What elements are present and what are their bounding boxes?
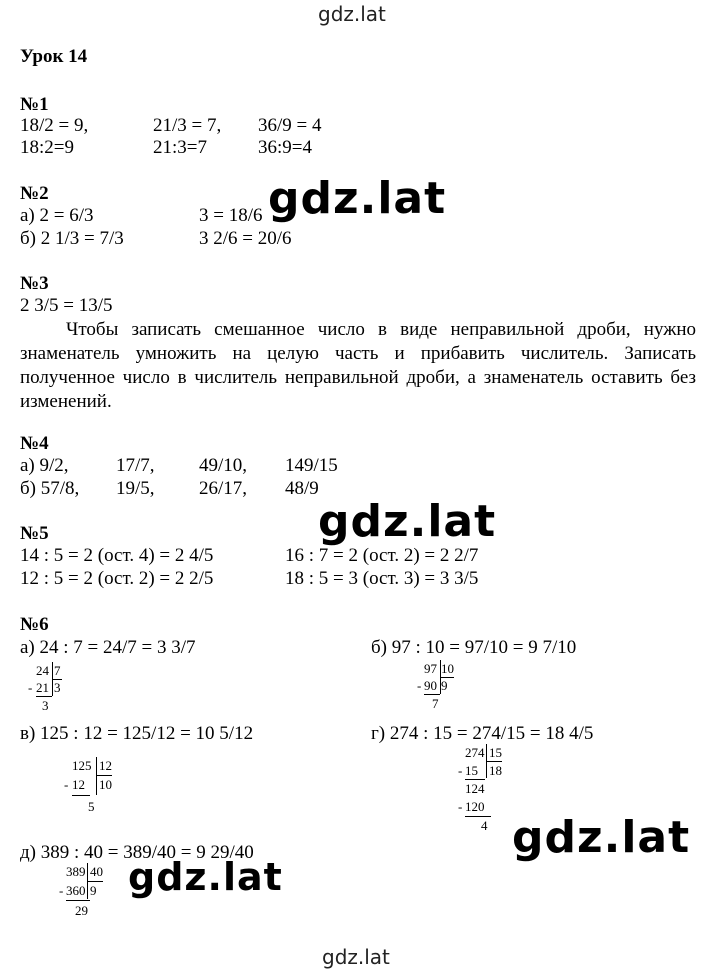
ex2-a-left: а) 2 = 6/3: [20, 205, 94, 226]
minus-sign: -: [64, 777, 69, 792]
minus-sign: -: [417, 678, 422, 693]
division-bracket-line: [486, 761, 502, 762]
subtrahend-2: 120: [465, 799, 485, 814]
quotient: 10: [99, 777, 112, 792]
subtrahend: 360: [66, 883, 86, 898]
ex6-a-text: а) 24 : 7 = 24/7 = 3 3/7: [20, 637, 196, 658]
ex1-r2-c2: 21:3=7: [153, 137, 207, 158]
division-underline-2: [465, 816, 491, 817]
divisor: 10: [441, 661, 454, 676]
ex6-g-long-division: [458, 744, 515, 839]
ex5-right-2: 18 : 5 = 3 (ост. 3) = 3 3/5: [285, 568, 479, 589]
ex5-right-1: 16 : 7 = 2 (ост. 2) = 2 2/7: [285, 545, 479, 566]
ex6-a-long-division: [28, 660, 74, 713]
ex4-a-1: а) 9/2,: [20, 455, 69, 476]
watermark-2: gdz.lat: [318, 496, 497, 547]
ex2-a-right: 3 = 18/6: [199, 205, 263, 226]
lesson-title: Урок 14: [20, 46, 88, 67]
watermark-4: gdz.lat: [128, 855, 283, 899]
dividend: 125: [72, 758, 92, 773]
ex1-r1-c2: 21/3 = 7,: [153, 115, 222, 136]
exercise-2-label: №2: [20, 183, 49, 204]
watermark-top: gdz.lat: [318, 2, 386, 26]
ex2-b-right: 3 2/6 = 20/6: [199, 228, 292, 249]
exercise-6-label: №6: [20, 614, 49, 635]
watermark-bottom: gdz.lat: [322, 945, 390, 969]
quotient: 18: [489, 763, 502, 778]
ex4-b-2: 19/5,: [116, 478, 155, 499]
remainder: 5: [88, 799, 95, 814]
remainder: 4: [481, 818, 488, 833]
division-underline: [66, 900, 90, 901]
ex4-a-4: 149/15: [285, 455, 338, 476]
remainder: 3: [42, 698, 49, 713]
ex1-r2-c3: 36:9=4: [258, 137, 312, 158]
ex5-left-2: 12 : 5 = 2 (ост. 2) = 2 2/5: [20, 568, 214, 589]
division-bracket-line: [52, 679, 62, 680]
minus-sign: -: [458, 763, 463, 778]
exercise-1-label: №1: [20, 94, 49, 115]
divisor: 15: [489, 745, 502, 760]
subtrahend: 21: [36, 680, 49, 695]
ex6-b-text: б) 97 : 10 = 97/10 = 9 7/10: [371, 637, 577, 658]
ex6-b-long-division: [417, 658, 464, 711]
exercise-4-label: №4: [20, 433, 49, 454]
subtrahend: 90: [424, 678, 437, 693]
divisor: 12: [99, 758, 112, 773]
ex1-r1-c3: 36/9 = 4: [258, 115, 322, 136]
watermark-1: gdz.lat: [268, 173, 447, 224]
ex1-r2-c1: 18:2=9: [20, 137, 74, 158]
division-vertical-line: [96, 757, 97, 795]
ex6-d-long-division: [59, 863, 116, 923]
ex4-a-3: 49/10,: [199, 455, 248, 476]
minus-sign: -: [28, 680, 33, 695]
exercise-5-label: №5: [20, 523, 49, 544]
division-bracket-line: [87, 881, 103, 882]
minus-sign: -: [59, 883, 64, 898]
dividend: 389: [66, 864, 86, 879]
remainder: 29: [75, 903, 88, 918]
ex3-equation: 2 3/5 = 13/5: [20, 295, 113, 316]
partial-dividend: 124: [465, 781, 485, 796]
ex6-v-text: в) 125 : 12 = 125/12 = 10 5/12: [20, 723, 254, 744]
ex6-d-text: д) 389 : 40 = 389/40 = 9 29/40: [20, 842, 254, 863]
division-underline-1: [465, 779, 485, 780]
ex4-b-1: б) 57/8,: [20, 478, 80, 499]
ex1-r1-c1: 18/2 = 9,: [20, 115, 89, 136]
ex3-explanation: Чтобы записать смешанное число в виде неправильной дроби, нужно знаменатель умножить на целую часть и прибавить числитель. Записать полученное число в числитель неправильной дроби, а знаменатель оставить без изменений.: [20, 319, 696, 412]
dividend: 97: [424, 661, 437, 676]
divisor: 7: [54, 663, 61, 678]
divisor: 40: [90, 864, 103, 879]
watermark-3: gdz.lat: [512, 812, 691, 863]
division-bracket-line: [440, 677, 454, 678]
exercise-3-label: №3: [20, 273, 49, 294]
ex4-a-2: 17/7,: [116, 455, 155, 476]
quotient: 9: [90, 883, 97, 898]
ex4-b-4: 48/9: [285, 478, 319, 499]
subtrahend: 12: [72, 777, 85, 792]
subtrahend-1: 15: [465, 763, 478, 778]
division-bracket-line: [96, 775, 112, 776]
ex5-left-1: 14 : 5 = 2 (ост. 4) = 2 4/5: [20, 545, 214, 566]
division-underline: [72, 795, 90, 796]
quotient: 3: [54, 680, 61, 695]
ex6-v-long-division: [64, 755, 120, 815]
remainder: 7: [432, 696, 439, 711]
minus-sign-2: -: [458, 799, 463, 814]
ex4-b-3: 26/17,: [199, 478, 248, 499]
division-underline: [424, 694, 440, 695]
division-underline: [36, 696, 52, 697]
dividend: 274: [465, 745, 485, 760]
dividend: 24: [36, 663, 49, 678]
ex6-g-text: г) 274 : 15 = 274/15 = 18 4/5: [371, 723, 594, 744]
quotient: 9: [441, 678, 448, 693]
ex2-b-left: б) 2 1/3 = 7/3: [20, 228, 124, 249]
